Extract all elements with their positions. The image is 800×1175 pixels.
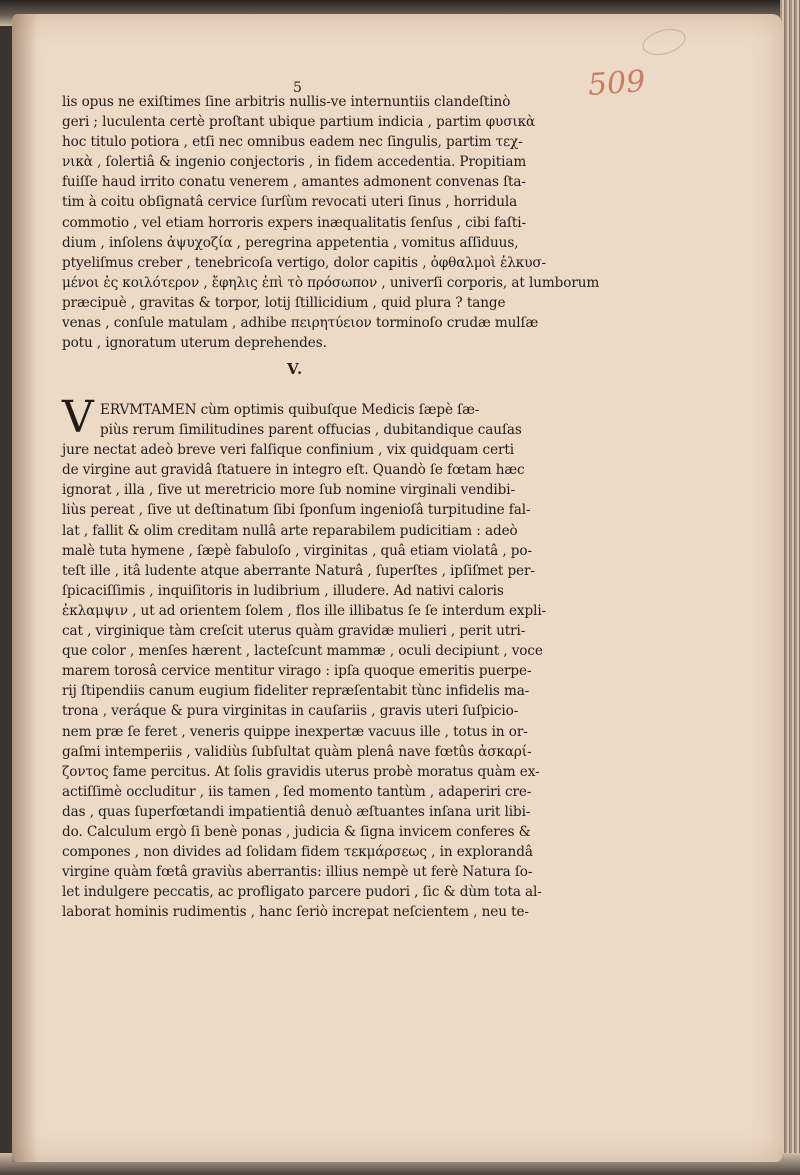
text-line: de virgine aut gravidâ ſtatuere in integro eſt. Quandò ſe fœtam hæc: [62, 462, 525, 479]
text-line: lat , fallit & olim creditam nullâ arte reparabilem pudicitiam : adeò: [62, 522, 518, 539]
text-line: compones , non divides ad ſolidam fidem τεκμάρσεως , in explorandâ: [62, 844, 533, 861]
text-line: venas , conſule matulam , adhibe πειρητύειον torminoſo crudæ mulſæ: [62, 315, 539, 332]
text-line: ERVMTAMEN cùm optimis quibuſque Medicis ſæpè ſæ-: [100, 402, 480, 418]
text-line: νικὰ , ſolertiâ & ingenio conjectoris , in fidem accedentia. Propitiam: [62, 154, 527, 171]
text-line: malè tuta hymene , ſæpè fabuloſo , virginitas , quâ etiam violatâ , po-: [62, 542, 532, 559]
text-line: lis opus ne exiſtimes ſine arbitris nullis-ve internuntiis clandeſtinò: [62, 94, 511, 110]
text-line: teſt ille , itâ ludente atque aberrante Naturâ , ſuperſtes , ipſiſmet per-: [62, 562, 535, 579]
text-line: cat , virginique tàm creſcit uterus quàm gravidæ mulieri , perit utri-: [62, 623, 526, 640]
text-line: virgine quàm fœtâ graviùs aberrantis: illius nempè ut ferè Natura ſo-: [62, 864, 533, 881]
text-line: ἐκλαμψιν , ut ad orientem ſolem , flos ille illibatus ſe ſe interdum expli-: [62, 602, 547, 619]
drop-capital: V: [62, 392, 94, 443]
text-line: ptyeliſmus creber , tenebricoſa vertigo, dolor capitis , ὀφθαλμοὶ ἑλκυσ-: [62, 254, 547, 271]
text-line: ſpicaciſſimis , inquiſitoris in ludibrium , illudere. Ad nativi caloris: [62, 582, 504, 599]
text-line: marem torosâ cervice mentitur virago : ipſa quoque emeritis puerpe-: [62, 663, 532, 680]
book-fore-edge: [780, 0, 800, 1175]
text-line: liùs pereat , ſive ut deſtinatum ſibi ſponſum ingenioſâ turpitudine fal-: [62, 502, 531, 519]
text-line: μένοι ἐς κοιλότερον , ἔφηλις ἐπὶ τὸ πρόσωπον , univerſi corporis, at lumborum: [62, 274, 600, 291]
text-line: dium , inſolens ἀψυχοζία , peregrina appetentia , vomitus aſſiduus,: [62, 234, 519, 251]
text-line: let indulgere peccatis, ac profligato parcere pudori , ſic & dùm tota al-: [62, 884, 542, 901]
text-line: do. Calculum ergò ſi benè ponas , judicia & ſigna invicem conferes &: [62, 823, 531, 840]
text-line: trona , veráque & pura virginitas in cauſariis , gravis uteri ſuſpicio-: [62, 703, 519, 720]
text-line: præcipuè , gravitas & torpor, lotij ſtillicidium , quid plura ? tange: [62, 294, 506, 311]
text-line: rij ſtipendiis canum eugium fideliter repræſentabit tùnc infidelis ma-: [62, 683, 530, 700]
text-line: ignorat , illa , ſive ut meretricio more ſub nomine virginali vendibi-: [62, 482, 516, 499]
section-heading: V.: [287, 360, 304, 378]
paragraph-1: [62, 92, 600, 353]
text-line: actiſſimè occluditur , iis tamen , ſed momento tantùm , adaperiri cre-: [62, 783, 532, 800]
text-line: geri ; luculenta certè proſtant ubique partium indicia , partim φυσικὰ: [62, 114, 536, 131]
signature-mark: 5: [293, 80, 302, 96]
text-line: hoc titulo potiora , etſi nec omnibus eadem nec ſingulis, partim τεχ-: [62, 134, 523, 151]
text-line: piùs rerum ſimilitudines parent offucias , dubitandique cauſas: [100, 422, 522, 439]
text-line: das , quas ſuperfœtandi impatientiâ denuò æſtuantes inſana urit libi-: [62, 803, 531, 820]
text-line: ζοντος fame percitus. At ſolis gravidis uterus probè moratus quàm ex-: [62, 763, 540, 780]
text-line: tim à coitu obſignatâ cervice ſurſùm revocati uteri ſinus , horridula: [62, 194, 518, 211]
text-line: nem præ ſe feret , veneris quippe inexpertæ vacuus ille , totus in or-: [62, 723, 528, 740]
text-line: que color , menſes hærent , lacteſcunt mammæ , oculi decipiunt , voce: [62, 643, 543, 660]
paragraph-2: [62, 400, 547, 922]
text-line: potu , ignoratum uterum deprehendes.: [62, 335, 327, 352]
text-line: commotio , vel etiam horroris expers inæqualitatis ſenſus , cibi faſti-: [62, 214, 526, 231]
text-line: laborat hominis rudimentis , hanc ſeriò increpat neſcientem , neu te-: [62, 904, 529, 921]
text-line: fuiſſe haud irrito conatu venerem , amantes admonent convenas ſta-: [62, 174, 526, 191]
text-line: jure nectat adeò breve veri falſique confinium , vix quidquam certi: [62, 442, 515, 459]
handwritten-folio-number: 509: [586, 64, 647, 103]
text-line: gaſmi intemperiis , validiùs ſubſultat quàm plenâ nave fœtûs ἀσκαρί-: [62, 743, 532, 760]
